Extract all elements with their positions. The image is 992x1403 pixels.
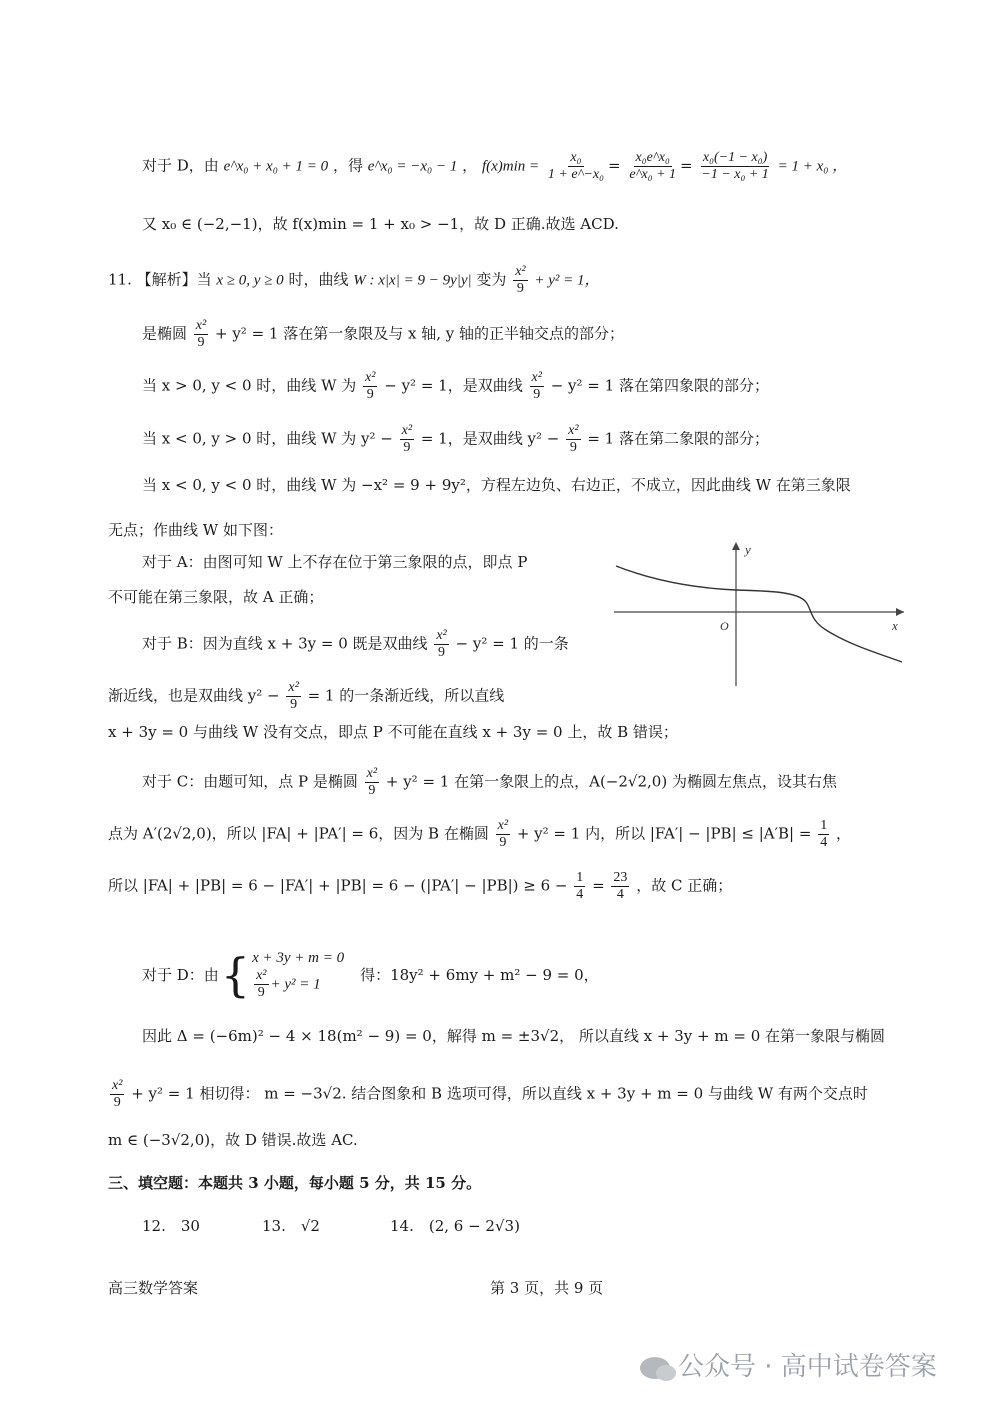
text: − y² = 1 的一条	[455, 634, 569, 653]
answer-13: 13. √2	[262, 1217, 320, 1235]
equation	[252, 968, 344, 1001]
text: + y² = 1 相切得： m = −3√2. 结合图象和 B 选项可得，所以直线 x + 3y + m = 0 与曲线 W 有两个交点时	[131, 1084, 868, 1103]
option-b-line-2	[108, 680, 504, 713]
text: 11. 【解析】当	[108, 270, 212, 289]
solution-11-line-5: 当 x < 0, y < 0 时，曲线 W 为 −x² = 9 + 9y²，方程左边负、右边正，不成立，因此曲线 W 在第三象限	[142, 476, 851, 494]
denominator: 9	[438, 645, 446, 660]
text: 当 x < 0, y > 0 时，曲线 W 为 y² −	[142, 429, 393, 448]
fraction	[496, 818, 510, 851]
curve-graph	[612, 540, 908, 690]
numerator: x²	[112, 1078, 123, 1093]
fraction	[627, 150, 678, 183]
equation: + y² = 1，	[534, 272, 600, 289]
solution-11-head	[108, 264, 600, 297]
text: 变为	[476, 270, 507, 289]
option-c-line-1	[142, 766, 837, 799]
numerator: x²	[195, 318, 207, 333]
fraction	[286, 680, 300, 713]
numerator: x²	[436, 628, 447, 643]
solution-11-line-2	[142, 318, 624, 351]
denominator: e^x₀ + 1	[629, 167, 677, 182]
origin-label: O	[720, 619, 729, 633]
denominator: 9	[366, 387, 374, 402]
option-d-line-1	[142, 948, 599, 1001]
text: ，	[836, 824, 852, 843]
solution-11-line-4	[142, 423, 769, 456]
denominator: −1 − x₀ + 1	[701, 167, 769, 182]
text: 对于 D，由	[142, 156, 219, 175]
brace: {	[220, 947, 251, 1002]
text: = 1 落在第二象限的部分；	[587, 429, 769, 448]
denominator: 4	[576, 887, 584, 902]
fraction	[566, 423, 580, 456]
option-a-line-2: 不可能在第三象限，故 A 正确；	[108, 588, 324, 606]
text: 对于 B：因为直线 x + 3y = 0 既是双曲线	[142, 634, 428, 653]
watermark	[640, 1346, 937, 1383]
watermark-text: 公众号 · 高中试卷答案	[678, 1352, 937, 1382]
numerator: x²	[568, 423, 579, 438]
text: 当 x > 0, y < 0 时，曲线 W 为	[142, 376, 357, 395]
text: 对于 C：由题可知，点 P 是椭圆	[142, 772, 358, 791]
text: 渐近线，也是双曲线 y² −	[108, 686, 280, 705]
text: 点为 A′(2√2,0)，所以 |FA| + |PA′| = 6，因为 B 在椭圆	[108, 824, 489, 843]
text: − y² = 1 落在第四象限的部分；	[550, 376, 769, 395]
solution-10-d-line-1: 对于 D，由 e^x₀ + x₀ + 1 = 0 ，得 e^x₀ = −x₀ − 1 ， f(x)min = $\frac{\text{x₀}}{\text{1 + e\textasciicircum{}−x₀}}$ = $\frac{\text{x₀e\textasciicircum{}x₀}}{\text{e\textasciicircum{}x₀ + 1}}$ = $\frac{\text{x₀(−1 − x₀)}}{\text{−1 − x₀ + 1}}$ = 1 + x₀ ，	[142, 150, 848, 182]
denominator: 9	[197, 335, 205, 350]
wechat-icon	[640, 1357, 670, 1379]
text: =	[592, 876, 605, 895]
page-number: 第 3 页，共 9 页	[490, 1279, 604, 1297]
section-heading: 三、填空题：本题共 3 小题，每小题 5 分，共 15 分。	[108, 1174, 482, 1192]
numerator: x²	[531, 370, 542, 385]
text: ，故 C 正确；	[636, 876, 733, 895]
equation: = 1 + x₀ ，	[777, 158, 848, 175]
x-axis-label: x	[892, 618, 898, 633]
text: + y² = 1 内，所以 |FA′| − |PB| ≤ |A′B| =	[516, 824, 812, 843]
numerator: x²	[497, 818, 509, 833]
equation: W : x|x| = 9 − 9y|y|	[353, 272, 472, 289]
denominator: 9	[569, 440, 577, 455]
denominator: 4	[616, 887, 624, 902]
numerator: x²	[366, 766, 378, 781]
text: ，得	[332, 156, 363, 175]
curve-w	[616, 566, 902, 662]
equation: x ≥ 0, y ≥ 0	[216, 272, 284, 289]
denominator: 9	[290, 697, 298, 712]
text: + y² = 1 在第一象限上的点，A(−2√2,0) 为椭圆左焦点，设其右焦	[385, 772, 837, 791]
text: + y² = 1 落在第一象限及与	[215, 324, 404, 343]
fraction	[699, 150, 770, 183]
denominator: 9	[368, 783, 376, 798]
numerator: x²	[256, 968, 267, 983]
fraction	[513, 264, 527, 297]
equation-system	[252, 948, 344, 1001]
option-d-line-4: m ∈ (−3√2,0)，故 D 错误.故选 AC.	[108, 1131, 358, 1149]
footer-subject: 高三数学答案	[108, 1279, 199, 1297]
text: = 1 的一条渐近线，所以直线	[307, 686, 505, 705]
solution-10-d-line-2: 又 x₀ ∈ (−2,−1)，故 f(x)min = 1 + x₀ > −1，故 D 正确.故选 ACD.	[142, 215, 619, 233]
option-b-line-1	[142, 628, 569, 661]
fraction	[546, 150, 606, 183]
solution-11-line-3	[142, 370, 769, 403]
y-axis-label: y	[745, 542, 751, 557]
answer-14: 14. (2, 6 − 2√3)	[390, 1217, 520, 1235]
answer-12: 12. 30	[142, 1217, 200, 1235]
fraction	[530, 370, 544, 403]
numerator: x²	[515, 264, 526, 279]
fraction	[194, 318, 208, 351]
x-axis-arrow-icon	[896, 608, 904, 616]
equation: x + 3y + m = 0	[252, 950, 345, 966]
equation: e^x₀ + x₀ + 1 = 0	[223, 158, 329, 175]
denominator: 1 + e^−x₀	[547, 167, 605, 182]
denominator: 9	[499, 835, 507, 850]
numerator: x²	[365, 370, 376, 385]
text: 是椭圆	[142, 324, 188, 343]
fraction	[818, 818, 829, 851]
fraction	[574, 870, 585, 903]
option-c-line-3	[108, 870, 732, 903]
text: ，	[462, 156, 478, 175]
numerator: x²	[288, 680, 299, 695]
fraction	[434, 628, 448, 661]
denominator: 4	[820, 835, 828, 850]
text: + y² = 1	[270, 976, 321, 993]
text: = 1，是双曲线 y² −	[420, 429, 560, 448]
equation: f(x)min =	[481, 158, 540, 175]
option-d-line-2: 因此 Δ = (−6m)² − 4 × 18(m² − 9) = 0，解得 m = ±3√2， 所以直线 x + 3y + m = 0 在第一象限与椭圆	[142, 1027, 886, 1045]
equation: e^x₀ = −x₀ − 1	[367, 158, 458, 175]
denominator: 9	[257, 985, 265, 1000]
denominator: 9	[113, 1095, 121, 1110]
fraction	[110, 1078, 124, 1111]
fraction	[363, 370, 377, 403]
fraction	[365, 766, 379, 799]
denominator: 9	[516, 281, 524, 296]
text: 所以 |FA| + |PB| = 6 − |FA′| + |PB| = 6 − (|PA′| − |PB|) ≥ 6 −	[108, 876, 568, 895]
numerator: x₀(−1 − x₀)	[702, 150, 768, 165]
text: − y² = 1，是双曲线	[384, 376, 523, 395]
text: 得：18y² + 6my + m² − 9 = 0，	[360, 965, 599, 984]
numerator: 23	[613, 870, 628, 885]
solution-11-line-6: 无点；作曲线 W 如下图：	[108, 521, 283, 539]
numerator: x₀	[570, 150, 582, 165]
numerator: 1	[820, 818, 828, 833]
numerator: x₀e^x₀	[635, 150, 670, 165]
denominator: 9	[533, 387, 541, 402]
fraction	[611, 870, 629, 903]
text: 对于 D：由	[142, 965, 219, 984]
fraction	[400, 423, 414, 456]
option-b-line-3: x + 3y = 0 与曲线 W 没有交点，即点 P 不可能在直线 x + 3y = 0 上，故 B 错误；	[108, 723, 678, 741]
option-d-line-3	[108, 1078, 868, 1111]
numerator: 1	[576, 870, 584, 885]
option-a-line-1: 对于 A：由图可知 W 上不存在位于第三象限的点，即点 P	[142, 553, 528, 571]
text: 时，曲线	[288, 270, 349, 289]
y-axis-arrow-icon	[732, 542, 740, 550]
option-c-line-2	[108, 818, 851, 851]
numerator: x²	[401, 423, 413, 438]
text: x 轴, y 轴的正半轴交点的部分；	[408, 324, 625, 343]
denominator: 9	[403, 440, 411, 455]
